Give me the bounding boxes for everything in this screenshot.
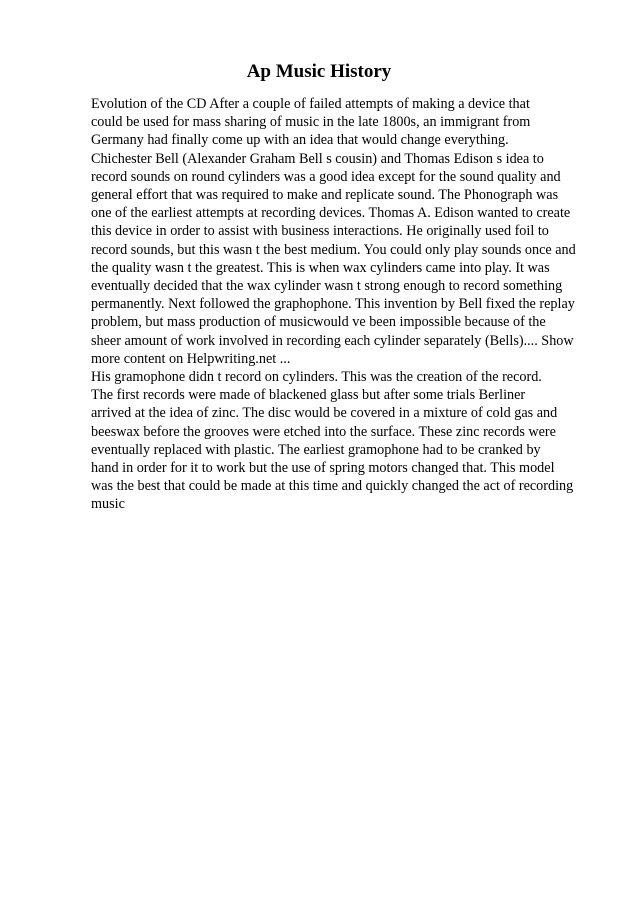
text-line: beeswax before the grooves were etched into the surface. These zinc records were xyxy=(91,423,556,440)
text-line: more content on Helpwriting.net ... xyxy=(91,350,291,367)
text-line: arrived at the idea of zinc. The disc would be covered in a mixture of cold gas and xyxy=(91,405,558,422)
text-line: was the best that could be made at this time and quickly changed the act of recording xyxy=(91,478,574,495)
text-line: one of the earliest attempts at recording devices. Thomas A. Edison wanted to create xyxy=(91,205,571,222)
text-line: this device in order to assist with business interactions. He originally used foil to xyxy=(91,223,549,240)
text-line: hand in order for it to work but the use of spring motors changed that. This model xyxy=(91,460,555,477)
text-line: sheer amount of work involved in recording each cylinder separately (Bells).... Show xyxy=(91,332,574,349)
text-line: The first records were made of blackened glass but after some trials Berliner xyxy=(91,387,526,404)
text-line: permanently. Next followed the graphophone. This invention by Bell fixed the replay xyxy=(91,296,575,313)
body-text xyxy=(91,95,601,514)
text-line: eventually decided that the wax cylinder wasn t strong enough to record something xyxy=(91,278,563,295)
text-line: Chichester Bell (Alexander Graham Bell s cousin) and Thomas Edison s idea to xyxy=(91,150,544,167)
text-line: general effort that was required to make and replicate sound. The Phonograph was xyxy=(91,187,559,204)
page-title: Ap Music History xyxy=(246,61,392,82)
text-line: could be used for mass sharing of music in the late 1800s, an immigrant from xyxy=(91,114,531,131)
text-line: Evolution of the CD After a couple of failed attempts of making a device that xyxy=(91,96,530,112)
text-line: music xyxy=(91,496,125,513)
text-line: the quality wasn t the greatest. This is when wax cylinders came into play. It was xyxy=(91,259,550,276)
text-line: eventually replaced with plastic. The earliest gramophone had to be cranked by xyxy=(91,441,541,458)
text-line: problem, but mass production of musicwould ve been impossible because of the xyxy=(91,314,546,331)
text-line: record sounds on round cylinders was a good idea except for the sound quality and xyxy=(91,168,561,185)
text-line: Germany had finally come up with an idea that would change everything. xyxy=(91,132,509,149)
text-line: His gramophone didn t record on cylinders. This was the creation of the record. xyxy=(91,369,542,386)
text-line: record sounds, but this wasn t the best medium. You could only play sounds once and xyxy=(91,241,576,258)
